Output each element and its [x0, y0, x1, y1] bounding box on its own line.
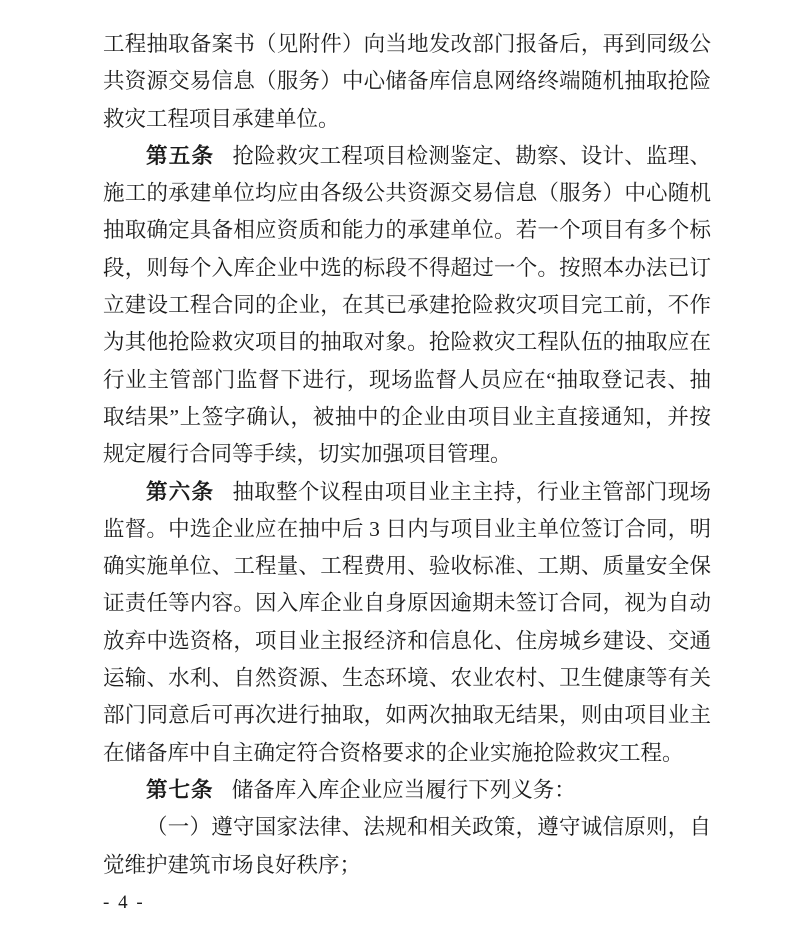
paragraph-text: 储备库入库企业应当履行下列义务：	[231, 777, 576, 802]
article-number-6: 第六条	[146, 479, 215, 504]
paragraph-article-5	[103, 138, 711, 474]
article-number-5: 第五条	[146, 143, 215, 168]
paragraph-text: （一）遵守国家法律、法规和相关政策，遵守诚信原则，自觉维护建筑市场良好秩序；	[103, 815, 711, 877]
page-number: - 4 -	[103, 892, 145, 913]
article-number-7: 第七条	[146, 777, 214, 802]
paragraph-article-6	[103, 474, 711, 772]
paragraph-item-1	[103, 809, 711, 884]
paragraph-article-7	[103, 772, 711, 809]
document-body	[103, 26, 711, 884]
paragraph-text: 抽取整个议程由项目业主主持，行业主管部门现场监督。中选企业应在抽中后 3 日内与项目业主单位签订合同，明确实施单位、工程量、工程费用、验收标准、工期、质量安全保证责任等内容。因入库企业自身原因逾期未签订合同，视为自动放弃中选资格，项目业主报经济和信息化、住房城乡建设、交通运输、水利、自然资源、生态环境、农业农村、卫生健康等有关部门同意后可再次进行抽取，如两次抽取无结果，则由项目业主在储备库中自主确定符合资格要求的企业实施抢险救灾工程。	[103, 479, 711, 765]
paragraph-text: 工程抽取备案书（见附件）向当地发改部门报备后，再到同级公共资源交易信息（服务）中心储备库信息网络终端随机抽取抢险救灾工程项目承建单位。	[103, 32, 711, 131]
paragraph-continuation	[103, 26, 711, 138]
paragraph-text: 抢险救灾工程项目检测鉴定、勘察、设计、监理、施工的承建单位均应由各级公共资源交易信息（服务）中心随机抽取确定具备相应资质和能力的承建单位。若一个项目有多个标段，则每个入库企业中选的标段不得超过一个。按照本办法已订立建设工程合同的企业，在其已承建抢险救灾项目完工前，不作为其他抢险救灾项目的抽取对象。抢险救灾工程队伍的抽取应在行业主管部门监督下进行，现场监督人员应在“抽取登记表、抽取结果”上签字确认，被抽中的企业由项目业主直接通知，并按规定履行合同等手续，切实加强项目管理。	[103, 143, 711, 467]
